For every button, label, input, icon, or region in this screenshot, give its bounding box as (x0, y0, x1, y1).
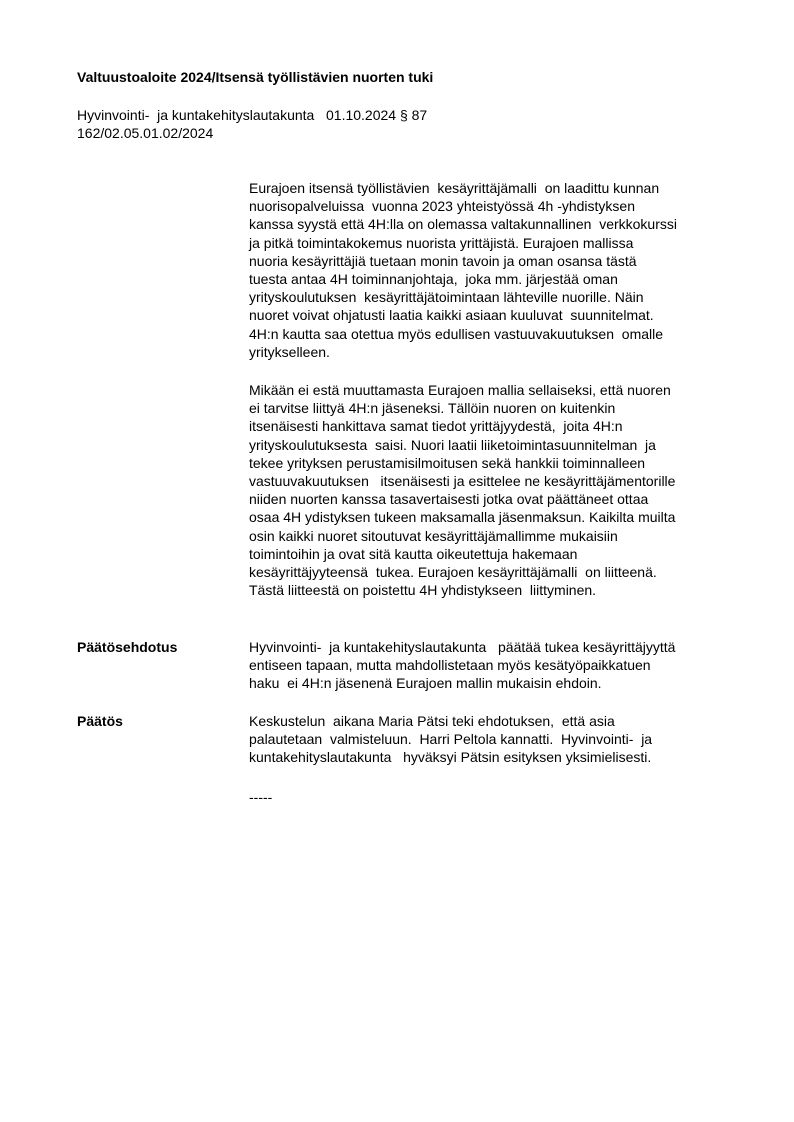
text-line: kesäyrittäjyyteensä tukea. Eurajoen kesäyrittäjämalli on liitteenä. (249, 564, 657, 581)
text-line: ja pitkä toimintakokemus nuorista yrittäjistä. Eurajoen mallissa (249, 234, 634, 251)
text-line: osin kaikki nuoret sitoutuvat kesäyrittäjämallimme mukaisiin (249, 527, 618, 544)
text-line: entiseen tapaan, mutta mahdollistetaan myös kesätyöpaikkatuen (249, 657, 651, 674)
text-line: Hyvinvointi- ja kuntakehityslautakunta päätää tukea kesäyrittäjyyttä (249, 639, 676, 655)
text-line: nuoria kesäyrittäjiä tuetaan monin tavoin ja oman osansa tästä (249, 252, 637, 269)
text-line: itsenäisesti hankittava samat tiedot yrittäjyydestä, joita 4H:n (249, 418, 623, 435)
text-line: yrityskoulutuksesta saisi. Nuori laatii liiketoimintasuunnitelman ja (249, 436, 656, 453)
decision-text (249, 712, 739, 767)
text-line: vastuuvakuutuksen itsenäisesti ja esittelee ne kesäyrittäjämentorille (249, 473, 676, 490)
meeting-line: Hyvinvointi- ja kuntakehityslautakunta 01.10.2024 § 87 (77, 107, 428, 123)
text-line: kanssa syystä että 4H:lla on olemassa valtakunnallinen verkkokurssi (249, 216, 677, 233)
proposal-text (249, 638, 739, 693)
end-marker: ----- (249, 789, 273, 805)
text-line: Tästä liitteestä on poistettu 4H yhdistykseen liittyminen. (249, 582, 597, 599)
text-line: nuoret voivat ohjatusti laatia kaikki asiaan kuuluvat suunnitelmat. (249, 307, 654, 324)
text-line: toimintoihin ja ovat sitä kautta oikeutettuja hakemaan (249, 545, 578, 562)
text-line: yritykselleen. (249, 343, 330, 360)
text-line: Mikään ei estä muuttamasta Eurajoen mallia sellaiseksi, että nuoren (249, 382, 671, 398)
text-line: haku ei 4H:n jäsenenä Eurajoen mallin mukaisin ehdoin. (249, 675, 602, 692)
text-line: osaa 4H ydistyksen tukeen maksamalla jäsenmaksun. Kaikilta muilta (249, 509, 676, 526)
record-number: 162/02.05.01.02/2024 (77, 125, 214, 141)
paragraph-model-description (249, 179, 739, 361)
text-line: niiden nuorten kanssa tasavertaisesti jotka ovat päättäneet ottaa (249, 491, 649, 508)
text-line: yrityskoulutuksen kesäyrittäjätoimintaan lähteville nuorille. Näin (249, 289, 644, 306)
meeting-info (77, 106, 427, 142)
text-line: nuorisopalveluissa vuonna 2023 yhteistyössä 4h -yhdistyksen (249, 198, 636, 215)
proposal-label: Päätösehdotus (77, 639, 178, 655)
text-line: 4H:n kautta saa otettua myös edullisen vastuuvakuutuksen omalle (249, 325, 664, 342)
text-line: ei tarvitse liittyä 4H:n jäseneksi. Tällöin nuoren on kuitenkin (249, 400, 616, 417)
text-line: tekee yrityksen perustamisilmoitusen sekä hankkii toiminnalleen (249, 454, 646, 471)
text-line: Eurajoen itsensä työllistävien kesäyrittäjämalli on laadittu kunnan (249, 180, 660, 196)
decision-label: Päätös (77, 713, 123, 729)
text-line: palautetaan valmisteluun. Harri Peltola kannatti. Hyvinvointi- ja (249, 731, 653, 748)
paragraph-model-change (249, 381, 739, 599)
text-line: kuntakehityslautakunta hyväksyi Pätsin esityksen yksimielisesti. (249, 749, 652, 766)
text-line: Keskustelun aikana Maria Pätsi teki ehdotuksen, että asia (249, 713, 615, 729)
text-line: tuesta antaa 4H toiminnanjohtaja, joka mm. järjestää oman (249, 271, 618, 288)
document-title: Valtuustoaloite 2024/Itsensä työllistävien nuorten tuki (77, 69, 434, 85)
